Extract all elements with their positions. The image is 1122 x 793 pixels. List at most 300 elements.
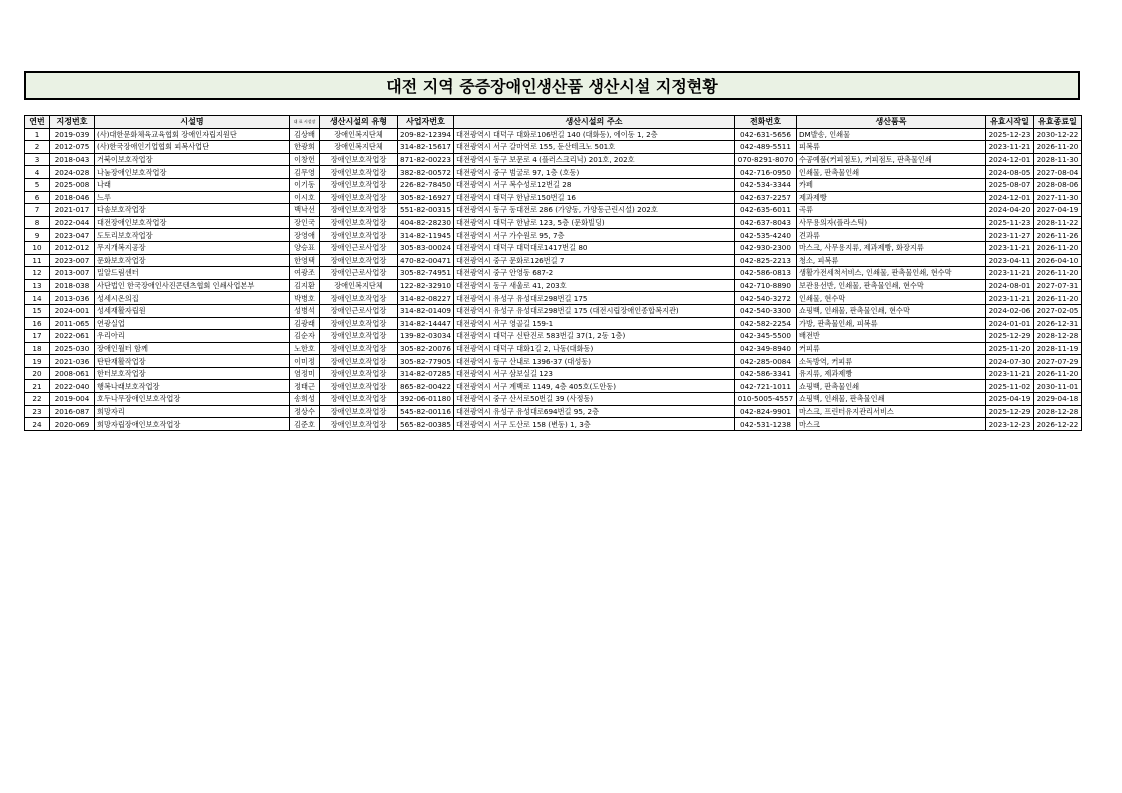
cell-no: 15	[25, 304, 50, 317]
cell-products: 쇼핑백, 인쇄물, 판촉물인쇄	[797, 393, 986, 406]
cell-biz-no: 305-82-74951	[398, 267, 454, 280]
cell-no: 16	[25, 317, 50, 330]
cell-facility-name: 성세시온의집	[95, 292, 290, 305]
cell-type: 장애인보호작업장	[320, 166, 398, 179]
cell-no: 12	[25, 267, 50, 280]
cell-facility-name: 나래	[95, 178, 290, 191]
cell-products: DM발송, 인쇄물	[797, 128, 986, 141]
table-row	[25, 279, 1082, 292]
cell-biz-no: 305-82-16927	[398, 191, 454, 204]
cell-type: 장애인보호작업장	[320, 342, 398, 355]
cell-biz-no: 314-82-11945	[398, 229, 454, 242]
cell-no: 24	[25, 418, 50, 431]
cell-products: 견과류	[797, 229, 986, 242]
table-body	[25, 128, 1082, 430]
header-phone: 전화번호	[735, 116, 797, 129]
cell-type: 장애인복지단체	[320, 141, 398, 154]
cell-valid-end: 2026-12-22	[1034, 418, 1082, 431]
cell-products: 피복류	[797, 141, 986, 154]
cell-representative: 장영애	[290, 229, 320, 242]
cell-valid-start: 2024-02-06	[986, 304, 1034, 317]
cell-designation-no: 2022-044	[50, 216, 95, 229]
cell-biz-no: 392-06-01180	[398, 393, 454, 406]
cell-products: 마스크, 사무용지류, 제과제빵, 화장지류	[797, 241, 986, 254]
cell-phone: 042-489-5511	[735, 141, 797, 154]
header-products: 생산품목	[797, 116, 986, 129]
cell-address: 대전광역시 대덕구 한남로150번길 16	[454, 191, 735, 204]
cell-valid-end: 2027-08-04	[1034, 166, 1082, 179]
cell-no: 5	[25, 178, 50, 191]
cell-valid-end: 2028-11-19	[1034, 342, 1082, 355]
cell-phone: 042-582-2254	[735, 317, 797, 330]
cell-address: 대전광역시 대덕구 한남로 123, 5층 (문화빌딩)	[454, 216, 735, 229]
cell-facility-name: 무지개복지공장	[95, 241, 290, 254]
cell-designation-no: 2016-087	[50, 405, 95, 418]
cell-address: 대전광역시 대덕구 신탄진로 583번길 37(1, 2동 1층)	[454, 330, 735, 343]
table-row	[25, 191, 1082, 204]
cell-valid-end: 2030-12-22	[1034, 128, 1082, 141]
cell-biz-no: 470-82-00471	[398, 254, 454, 267]
cell-phone: 042-716-0950	[735, 166, 797, 179]
cell-type: 장애인근로사업장	[320, 304, 398, 317]
cell-type: 장애인보호작업장	[320, 153, 398, 166]
cell-address: 대전광역시 대덕구 대화1길 2, 나동(대화동)	[454, 342, 735, 355]
table-row	[25, 304, 1082, 317]
cell-facility-name: 대전장애인보호작업장	[95, 216, 290, 229]
cell-representative: 백낙선	[290, 204, 320, 217]
table-row	[25, 204, 1082, 217]
cell-representative: 성병석	[290, 304, 320, 317]
cell-designation-no: 2021-036	[50, 355, 95, 368]
cell-address: 대전광역시 중구 안영동 687-2	[454, 267, 735, 280]
cell-facility-name: 성세재활자립원	[95, 304, 290, 317]
cell-products: 마스크, 프린터유지관리서비스	[797, 405, 986, 418]
cell-address: 대전광역시 중구 산서로50번길 39 (사정동)	[454, 393, 735, 406]
cell-designation-no: 2025-030	[50, 342, 95, 355]
cell-phone: 010-5005-4557	[735, 393, 797, 406]
cell-facility-name: 밀알드림센터	[95, 267, 290, 280]
page-title: 대전 지역 중증장애인생산품 생산시설 지정현황	[24, 71, 1080, 100]
cell-valid-start: 2023-11-21	[986, 241, 1034, 254]
cell-address: 대전광역시 유성구 유성대로694번길 95, 2층	[454, 405, 735, 418]
cell-representative: 여광조	[290, 267, 320, 280]
cell-no: 1	[25, 128, 50, 141]
cell-facility-name: 연광실업	[95, 317, 290, 330]
cell-no: 17	[25, 330, 50, 343]
table-row	[25, 355, 1082, 368]
cell-representative: 박병호	[290, 292, 320, 305]
cell-representative: 김상배	[290, 128, 320, 141]
cell-biz-no: 305-82-20076	[398, 342, 454, 355]
cell-valid-start: 2023-11-27	[986, 229, 1034, 242]
cell-biz-no: 865-82-00422	[398, 380, 454, 393]
cell-address: 대전광역시 서구 도산로 158 (변동) 1, 3층	[454, 418, 735, 431]
cell-representative: 노한호	[290, 342, 320, 355]
cell-designation-no: 2018-038	[50, 279, 95, 292]
cell-valid-start: 2023-12-23	[986, 418, 1034, 431]
cell-valid-end: 2026-04-10	[1034, 254, 1082, 267]
cell-representative: 염정미	[290, 367, 320, 380]
cell-phone: 042-534-3344	[735, 178, 797, 191]
table-row	[25, 241, 1082, 254]
cell-products: 곡류	[797, 204, 986, 217]
cell-designation-no: 2013-007	[50, 267, 95, 280]
cell-valid-end: 2027-11-30	[1034, 191, 1082, 204]
cell-valid-end: 2030-11-01	[1034, 380, 1082, 393]
cell-phone: 070-8291-8070	[735, 153, 797, 166]
cell-biz-no: 305-83-00024	[398, 241, 454, 254]
cell-phone: 042-631-5656	[735, 128, 797, 141]
cell-biz-no: 122-82-32910	[398, 279, 454, 292]
cell-type: 장애인보호작업장	[320, 317, 398, 330]
cell-biz-no: 305-82-77905	[398, 355, 454, 368]
cell-representative: 이창헌	[290, 153, 320, 166]
cell-phone: 042-710-8890	[735, 279, 797, 292]
cell-biz-no: 209-82-12394	[398, 128, 454, 141]
cell-no: 20	[25, 367, 50, 380]
cell-representative: 양승표	[290, 241, 320, 254]
cell-phone: 042-635-6011	[735, 204, 797, 217]
cell-valid-end: 2026-12-31	[1034, 317, 1082, 330]
cell-no: 3	[25, 153, 50, 166]
cell-facility-name: 우리아리	[95, 330, 290, 343]
cell-products: 가방, 판촉물인쇄, 피복류	[797, 317, 986, 330]
cell-representative: 한영택	[290, 254, 320, 267]
cell-no: 23	[25, 405, 50, 418]
header-valid-start: 유효시작일	[986, 116, 1034, 129]
cell-facility-name: 거북이보호작업장	[95, 153, 290, 166]
cell-address: 대전광역시 서구 갈마역로 155, 둔산테크노 501호	[454, 141, 735, 154]
cell-type: 장애인보호작업장	[320, 418, 398, 431]
cell-valid-start: 2023-11-21	[986, 292, 1034, 305]
cell-representative: 이시호	[290, 191, 320, 204]
cell-valid-start: 2025-11-23	[986, 216, 1034, 229]
cell-valid-end: 2026-11-20	[1034, 241, 1082, 254]
cell-address: 대전광역시 중구 범굴로 97, 1층 (호동)	[454, 166, 735, 179]
cell-address: 대전광역시 동구 보문로 4 (플러스크리닉) 201호, 202호	[454, 153, 735, 166]
cell-facility-name: 장애인월터 함께	[95, 342, 290, 355]
cell-type: 장애인보호작업장	[320, 393, 398, 406]
cell-address: 대전광역시 동구 산내로 1396-37 (대성동)	[454, 355, 735, 368]
cell-products: 보관용선반, 인쇄물, 판촉물인쇄, 현수막	[797, 279, 986, 292]
cell-facility-name: 문화보호작업장	[95, 254, 290, 267]
cell-address: 대전광역시 서구 영골길 159-1	[454, 317, 735, 330]
cell-products: 쇼핑백, 판촉물인쇄	[797, 380, 986, 393]
cell-designation-no: 2023-007	[50, 254, 95, 267]
header-representative: 대 표 시설장	[290, 116, 320, 129]
cell-facility-name: 탄탄재활작업장	[95, 355, 290, 368]
cell-address: 대전광역시 동구 새울로 41, 203호	[454, 279, 735, 292]
table-row	[25, 380, 1082, 393]
cell-valid-start: 2025-12-29	[986, 405, 1034, 418]
cell-designation-no: 2020-069	[50, 418, 95, 431]
cell-valid-end: 2028-12-28	[1034, 405, 1082, 418]
cell-representative: 송희성	[290, 393, 320, 406]
cell-valid-end: 2026-11-20	[1034, 292, 1082, 305]
cell-phone: 042-586-3341	[735, 367, 797, 380]
cell-facility-name: 행복나래보호작업장	[95, 380, 290, 393]
cell-no: 9	[25, 229, 50, 242]
cell-representative: 이미정	[290, 355, 320, 368]
cell-products: 커피류	[797, 342, 986, 355]
cell-designation-no: 2019-039	[50, 128, 95, 141]
cell-valid-start: 2024-04-20	[986, 204, 1034, 217]
cell-phone: 042-586-0813	[735, 267, 797, 280]
table-row	[25, 367, 1082, 380]
cell-valid-start: 2025-04-19	[986, 393, 1034, 406]
header-valid-end: 유효종료일	[1034, 116, 1082, 129]
cell-address: 대전광역시 서구 복수성로12번길 28	[454, 178, 735, 191]
cell-phone: 042-825-2213	[735, 254, 797, 267]
cell-phone: 042-349-8940	[735, 342, 797, 355]
cell-type: 장애인보호작업장	[320, 367, 398, 380]
cell-valid-start: 2025-12-23	[986, 128, 1034, 141]
cell-designation-no: 2013-036	[50, 292, 95, 305]
cell-phone: 042-345-5500	[735, 330, 797, 343]
cell-valid-start: 2024-07-30	[986, 355, 1034, 368]
cell-phone: 042-540-3272	[735, 292, 797, 305]
cell-representative: 김무영	[290, 166, 320, 179]
cell-valid-start: 2024-01-01	[986, 317, 1034, 330]
cell-designation-no: 2023-047	[50, 229, 95, 242]
table-row	[25, 153, 1082, 166]
cell-type: 장애인보호작업장	[320, 254, 398, 267]
cell-valid-start: 2023-11-21	[986, 367, 1034, 380]
cell-designation-no: 2012-075	[50, 141, 95, 154]
cell-valid-start: 2024-12-01	[986, 153, 1034, 166]
cell-designation-no: 2012-012	[50, 241, 95, 254]
cell-valid-end: 2027-04-19	[1034, 204, 1082, 217]
cell-products: 마스크	[797, 418, 986, 431]
table-row	[25, 292, 1082, 305]
cell-products: 인쇄물, 판촉물인쇄	[797, 166, 986, 179]
cell-type: 장애인보호작업장	[320, 292, 398, 305]
cell-representative: 정태근	[290, 380, 320, 393]
cell-phone: 042-824-9901	[735, 405, 797, 418]
cell-address: 대전광역시 대덕구 대화로106번길 140 (대화동), 에이동 1, 2층	[454, 128, 735, 141]
cell-facility-name: 다솜보호작업장	[95, 204, 290, 217]
cell-type: 장애인근로사업장	[320, 267, 398, 280]
cell-address: 대전광역시 동구 동대전로 286 (가양동, 가양동근린시설) 202호	[454, 204, 735, 217]
cell-phone: 042-721-1011	[735, 380, 797, 393]
cell-biz-no: 871-82-00223	[398, 153, 454, 166]
cell-valid-end: 2028-11-22	[1034, 216, 1082, 229]
cell-representative: 정상수	[290, 405, 320, 418]
cell-designation-no: 2024-028	[50, 166, 95, 179]
cell-type: 장애인보호작업장	[320, 355, 398, 368]
cell-valid-end: 2028-11-30	[1034, 153, 1082, 166]
cell-valid-end: 2028-08-06	[1034, 178, 1082, 191]
cell-valid-end: 2026-11-20	[1034, 367, 1082, 380]
cell-representative: 김지환	[290, 279, 320, 292]
cell-representative: 한광희	[290, 141, 320, 154]
cell-products: 생활가전세척서비스, 인쇄물, 판촉물인쇄, 현수막	[797, 267, 986, 280]
table-row	[25, 166, 1082, 179]
cell-biz-no: 314-82-15617	[398, 141, 454, 154]
cell-biz-no: 314-82-07285	[398, 367, 454, 380]
cell-biz-no: 382-82-00572	[398, 166, 454, 179]
cell-no: 21	[25, 380, 50, 393]
cell-products: 제과제빵	[797, 191, 986, 204]
cell-representative: 김순자	[290, 330, 320, 343]
cell-facility-name: 사단법인 한국장애인사진콘텐츠협회 인쇄사업본부	[95, 279, 290, 292]
cell-biz-no: 545-82-00116	[398, 405, 454, 418]
cell-phone: 042-930-2300	[735, 241, 797, 254]
table-row	[25, 229, 1082, 242]
table-row	[25, 330, 1082, 343]
cell-representative: 이기동	[290, 178, 320, 191]
cell-valid-start: 2023-11-21	[986, 267, 1034, 280]
cell-facility-name: 한터보호작업장	[95, 367, 290, 380]
cell-valid-start: 2025-11-20	[986, 342, 1034, 355]
header-no: 연번	[25, 116, 50, 129]
cell-no: 13	[25, 279, 50, 292]
cell-phone: 042-637-2257	[735, 191, 797, 204]
cell-type: 장애인보호작업장	[320, 380, 398, 393]
cell-type: 장애인근로사업장	[320, 241, 398, 254]
cell-facility-name: (사)대한문화체육교육협회 장애인자립지원단	[95, 128, 290, 141]
cell-valid-end: 2026-11-26	[1034, 229, 1082, 242]
cell-no: 2	[25, 141, 50, 154]
cell-designation-no: 2021-017	[50, 204, 95, 217]
cell-no: 11	[25, 254, 50, 267]
cell-biz-no: 139-82-03034	[398, 330, 454, 343]
cell-facility-name: 도토리보호작업장	[95, 229, 290, 242]
cell-designation-no: 2022-061	[50, 330, 95, 343]
cell-phone: 042-535-4240	[735, 229, 797, 242]
cell-designation-no: 2018-046	[50, 191, 95, 204]
cell-designation-no: 2008-061	[50, 367, 95, 380]
table-row	[25, 141, 1082, 154]
table-row	[25, 254, 1082, 267]
table-row	[25, 317, 1082, 330]
cell-phone: 042-540-3300	[735, 304, 797, 317]
cell-address: 대전광역시 유성구 유성대로298번길 175 (대전시립장애인종합복지관)	[454, 304, 735, 317]
table-row	[25, 393, 1082, 406]
cell-address: 대전광역시 서구 계백로 1149, 4층 405호(도안동)	[454, 380, 735, 393]
cell-biz-no: 404-82-28230	[398, 216, 454, 229]
cell-no: 19	[25, 355, 50, 368]
cell-valid-start: 2025-11-02	[986, 380, 1034, 393]
facility-table	[24, 115, 1082, 431]
cell-valid-start: 2024-12-01	[986, 191, 1034, 204]
cell-products: 유지류, 제과제빵	[797, 367, 986, 380]
cell-biz-no: 226-82-78450	[398, 178, 454, 191]
cell-address: 대전광역시 유성구 유성대로298번길 175	[454, 292, 735, 305]
cell-type: 장애인보호작업장	[320, 216, 398, 229]
cell-designation-no: 2011-065	[50, 317, 95, 330]
cell-phone: 042-285-0084	[735, 355, 797, 368]
cell-no: 4	[25, 166, 50, 179]
table-row	[25, 342, 1082, 355]
cell-designation-no: 2019-004	[50, 393, 95, 406]
cell-products: 수공예품(커피점토), 커피점토, 판촉물인쇄	[797, 153, 986, 166]
header-type: 생산시설의 유형	[320, 116, 398, 129]
cell-facility-name: (사)한국장애인기업협회 피복사업단	[95, 141, 290, 154]
cell-biz-no: 314-82-01409	[398, 304, 454, 317]
cell-no: 10	[25, 241, 50, 254]
cell-type: 장애인보호작업장	[320, 191, 398, 204]
table-row	[25, 267, 1082, 280]
table-row	[25, 178, 1082, 191]
cell-products: 사무용의자(플라스틱)	[797, 216, 986, 229]
cell-address: 대전광역시 서구 가수원로 95, 7층	[454, 229, 735, 242]
cell-products: 배전반	[797, 330, 986, 343]
cell-type: 장애인보호작업장	[320, 405, 398, 418]
cell-valid-start: 2025-12-29	[986, 330, 1034, 343]
cell-valid-start: 2023-11-21	[986, 141, 1034, 154]
cell-biz-no: 551-82-00315	[398, 204, 454, 217]
cell-type: 장애인보호작업장	[320, 330, 398, 343]
cell-valid-end: 2029-04-18	[1034, 393, 1082, 406]
cell-no: 14	[25, 292, 50, 305]
cell-type: 장애인보호작업장	[320, 229, 398, 242]
cell-valid-end: 2028-12-28	[1034, 330, 1082, 343]
cell-products: 카페	[797, 178, 986, 191]
cell-biz-no: 314-82-14447	[398, 317, 454, 330]
cell-no: 7	[25, 204, 50, 217]
table-row	[25, 216, 1082, 229]
cell-type: 장애인복지단체	[320, 128, 398, 141]
cell-products: 쇼핑백, 인쇄물, 판촉물인쇄, 현수막	[797, 304, 986, 317]
cell-facility-name: 희망자립장애인보호작업장	[95, 418, 290, 431]
cell-valid-end: 2027-07-31	[1034, 279, 1082, 292]
table-header-row	[25, 116, 1082, 129]
cell-valid-start: 2024-08-05	[986, 166, 1034, 179]
cell-phone: 042-637-8043	[735, 216, 797, 229]
cell-biz-no: 565-82-00385	[398, 418, 454, 431]
cell-valid-end: 2026-11-20	[1034, 141, 1082, 154]
cell-no: 8	[25, 216, 50, 229]
cell-designation-no: 2018-043	[50, 153, 95, 166]
cell-address: 대전광역시 중구 문화로126번길 7	[454, 254, 735, 267]
header-designation-no: 지정번호	[50, 116, 95, 129]
cell-facility-name: 희망자리	[95, 405, 290, 418]
cell-no: 18	[25, 342, 50, 355]
table-row	[25, 418, 1082, 431]
header-biz-no: 사업자번호	[398, 116, 454, 129]
cell-designation-no: 2025-008	[50, 178, 95, 191]
cell-products: 소독방역, 커피류	[797, 355, 986, 368]
cell-facility-name: 나눔장애인보호작업장	[95, 166, 290, 179]
cell-facility-name: 느루	[95, 191, 290, 204]
cell-facility-name: 호두나무장애인보호작업장	[95, 393, 290, 406]
cell-valid-end: 2027-02-05	[1034, 304, 1082, 317]
cell-valid-start: 2023-04-11	[986, 254, 1034, 267]
cell-designation-no: 2024-001	[50, 304, 95, 317]
cell-valid-start: 2024-08-01	[986, 279, 1034, 292]
cell-representative: 김준호	[290, 418, 320, 431]
cell-valid-end: 2026-11-20	[1034, 267, 1082, 280]
cell-type: 장애인보호작업장	[320, 204, 398, 217]
cell-representative: 장인국	[290, 216, 320, 229]
header-facility: 시설명	[95, 116, 290, 129]
cell-no: 22	[25, 393, 50, 406]
cell-address: 대전광역시 대덕구 대덕대로1417번길 80	[454, 241, 735, 254]
cell-valid-start: 2025-08-07	[986, 178, 1034, 191]
cell-type: 장애인보호작업장	[320, 178, 398, 191]
table-row	[25, 405, 1082, 418]
cell-products: 청소, 피복류	[797, 254, 986, 267]
cell-type: 장애인복지단체	[320, 279, 398, 292]
cell-products: 인쇄물, 현수막	[797, 292, 986, 305]
cell-phone: 042-531-1238	[735, 418, 797, 431]
table-row	[25, 128, 1082, 141]
header-address: 생산시설의 주소	[454, 116, 735, 129]
cell-representative: 김광래	[290, 317, 320, 330]
cell-address: 대전광역시 서구 삼보실길 123	[454, 367, 735, 380]
cell-valid-end: 2027-07-29	[1034, 355, 1082, 368]
